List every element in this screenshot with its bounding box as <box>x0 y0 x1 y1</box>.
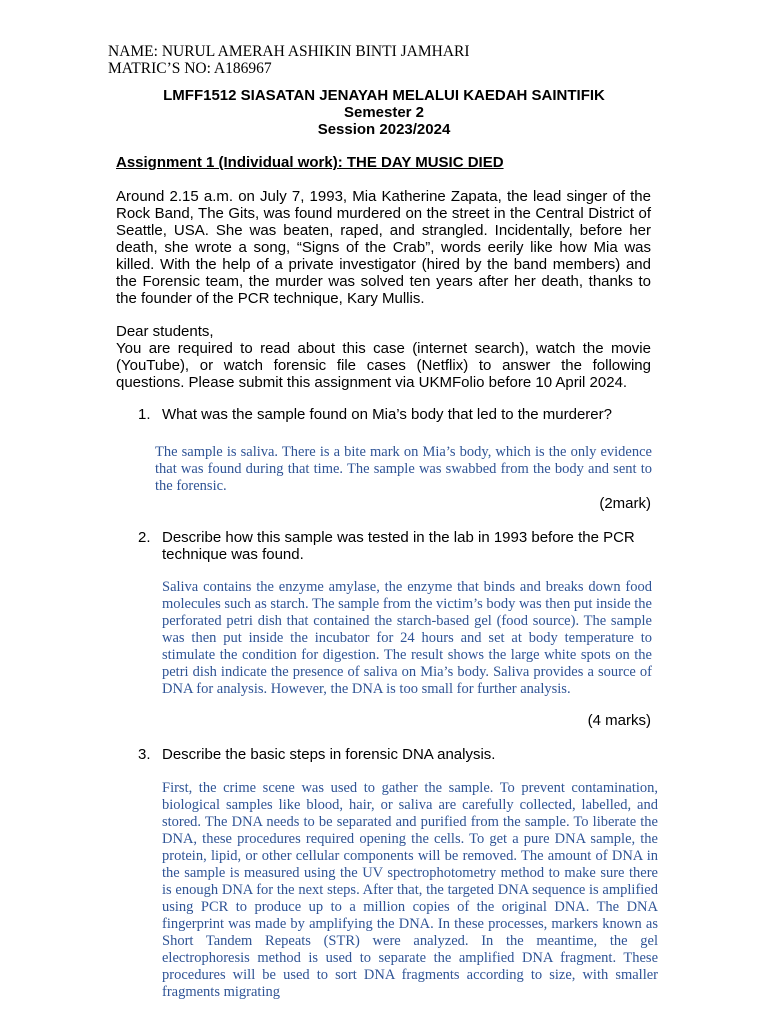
answer-1: The sample is saliva. There is a bite mark on Mia’s body, which is the only evidence that was found during that time. The sample was swabbed from the body and sent to the forensic. <box>155 444 652 494</box>
marks-2: (4 marks) <box>587 712 651 729</box>
answer-3: First, the crime scene was used to gather the sample. To prevent contamination, biological samples like blood, hair, or saliva are carefully collected, labelled, and stored. The DNA needs to be separated and purified from the sample. To liberate the DNA, these procedures required opening the cells. To get a pure DNA sample, the protein, lipid, or other cellular components will be removed. The amount of DNA in the sample is measured using the UV spectrophotometry method to make sure there is enough DNA for the next steps. After that, the targeted DNA sequence is amplified using PCR to produce up to a million copies of the original DNA. The DNA fingerprint was made by amplifying the DNA. In these processes, markers known as Short Tandem Repeats (STR) were analyzed. In the meantime, the gel electrophoresis method is used to separate the amplified DNA fragment. These procedures will be used to sort DNA fragments according to size, with smaller fragments migrating <box>162 780 658 1000</box>
question-text: What was the sample found on Mia’s body that led to the murderer? <box>162 406 612 423</box>
question-number: 2. <box>138 529 151 546</box>
question-text: Describe how this sample was tested in the lab in 1993 before the PCR technique was found. <box>162 529 635 563</box>
greeting: Dear students, <box>116 323 214 340</box>
course-title: LMFF1512 SIASATAN JENAYAH MELALUI KAEDAH SAINTIFIK <box>163 87 605 104</box>
semester-label: Semester 2 <box>343 104 425 121</box>
marks-1: (2mark) <box>599 495 651 512</box>
question-text: Describe the basic steps in forensic DNA analysis. <box>162 746 496 763</box>
instructions-paragraph: You are required to read about this case (internet search), watch the movie (YouTube), or watch forensic file cases (Netflix) to answer the following questions. Please submit this assignment via UKMFolio before 10 April 2024. <box>116 340 651 391</box>
intro-paragraph: Around 2.15 a.m. on July 7, 1993, Mia Katherine Zapata, the lead singer of the Rock Band, The Gits, was found murdered on the street in the Central District of Seattle, USA. She was beaten, raped, and strangled. Incidentally, before her death, she wrote a song, “Signs of the Crab”, words eerily like how Mia was killed. With the help of a private investigator (hired by the band members) and the Forensic team, the murder was solved ten years after her death, thanks to the founder of the PCR technique, Kary Mullis. <box>116 188 651 307</box>
question-number: 3. <box>138 746 151 763</box>
question-number: 1. <box>138 406 151 423</box>
student-identification <box>108 43 470 77</box>
student-name: NAME: NURUL AMERAH ASHIKIN BINTI JAMHARI <box>108 43 470 60</box>
matric-number: MATRIC’S NO: A186967 <box>108 60 272 77</box>
answer-2: Saliva contains the enzyme amylase, the enzyme that binds and breaks down food molecules such as starch. The sample from the victim’s body was then put inside the perforated petri dish that contained the starch-based gel (food source). The sample was then put inside the incubator for 24 hours and set at body temperature to stimulate the condition for digestion. The result shows the large white spots on the petri dish indicate the presence of saliva on Mia’s body. Saliva provides a source of DNA for analysis. However, the DNA is too small for further analysis. <box>162 579 652 697</box>
session-label: Session 2023/2024 <box>317 121 451 138</box>
assignment-title: Assignment 1 (Individual work): THE DAY MUSIC DIED <box>116 154 504 171</box>
course-heading <box>116 87 652 138</box>
